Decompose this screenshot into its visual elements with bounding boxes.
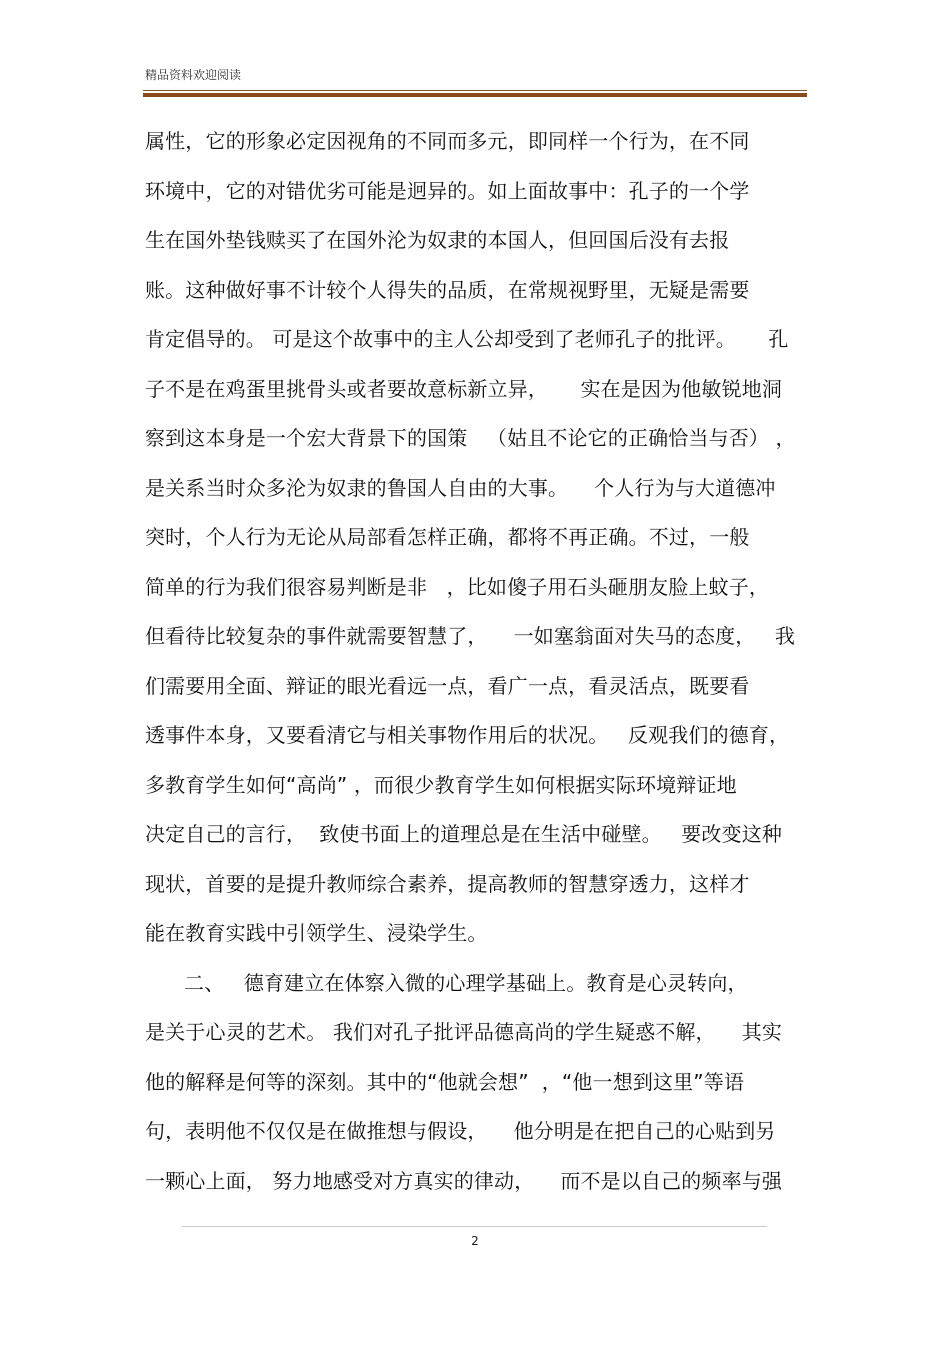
- text-line: 句，表明他不仅仅是在做推想与假设， 他分明是在把自己的心贴到另: [145, 1119, 776, 1143]
- text-line: 透事件本身，又要看清它与相关事物作用后的状况。 反观我们的德育，: [145, 723, 790, 747]
- text-line: 子不是在鸡蛋里挑骨头或者要故意标新立异， 实在是因为他敏锐地洞: [145, 376, 783, 401]
- text-line: 简单的行为我们很容易判断是非 ，比如傻子用石头砸朋友脸上蚊子，: [145, 574, 770, 599]
- text-line: 决定自己的言行， 致使书面上的道理总是在生活中碰壁。 要改变这种: [145, 822, 783, 846]
- text-line: 二、 德育建立在体察入微的心理学基础上。教育是心灵转向，: [145, 970, 748, 995]
- header-rule-thick: [143, 93, 807, 97]
- text-line: 账。这种做好事不计较个人得失的品质，在常规视野里，无疑是需要: [145, 277, 750, 302]
- text-line: 他的解释是何等的深刻。其中的“他就会想” ，“他一想到这里”等语: [145, 1069, 745, 1094]
- body-text: [145, 118, 810, 1207]
- text-line: 能在教育实践中引领学生、浸染学生。: [145, 921, 488, 945]
- text-line: 多教育学生如何“高尚” ，而很少教育学生如何根据实际环境辩证地: [145, 772, 737, 797]
- text-line: 是关系当时众多沦为奴隶的鲁国人自由的大事。 个人行为与大道德冲: [145, 475, 776, 500]
- text-line: 是关于心灵的艺术。 我们对孔子批评品德高尚的学生疑惑不解， 其实: [145, 1020, 783, 1044]
- footer-rule: [182, 1226, 767, 1227]
- header-rule-thin: [143, 90, 807, 91]
- text-line: 但看待比较复杂的事件就需要智慧了， 一如塞翁面对失马的态度， 我: [145, 624, 796, 648]
- text-line: 一颗心上面， 努力地感受对方真实的律动， 而不是以自己的频率与强: [145, 1168, 783, 1193]
- text-line: 环境中，它的对错优劣可能是迥异的。如上面故事中：孔子的一个学: [145, 178, 750, 203]
- text-line: 察到这本身是一个宏大背景下的国策 （姑且不论它的正确恰当与否） ，: [145, 426, 796, 450]
- text-line: 肯定倡导的。 可是这个故事中的主人公却受到了老师孔子的批评。 孔: [145, 327, 789, 351]
- text-line: 们需要用全面、辩证的眼光看远一点，看广一点，看灵活点，既要看: [145, 673, 750, 698]
- text-line: 属性，它的形象必定因视角的不同而多元，即同样一个行为，在不同: [145, 129, 750, 153]
- running-header: 精品资料欢迎阅读: [145, 68, 242, 82]
- text-line: 生在国外垫钱赎买了在国外沦为奴隶的本国人，但回国后没有去报: [145, 228, 730, 252]
- text-line: 现状，首要的是提升教师综合素养，提高教师的智慧穿透力，这样才: [145, 871, 750, 896]
- text-line: 突时，个人行为无论从局部看怎样正确，都将不再正确。不过，一般: [145, 525, 750, 549]
- page-number: 2: [471, 1234, 479, 1248]
